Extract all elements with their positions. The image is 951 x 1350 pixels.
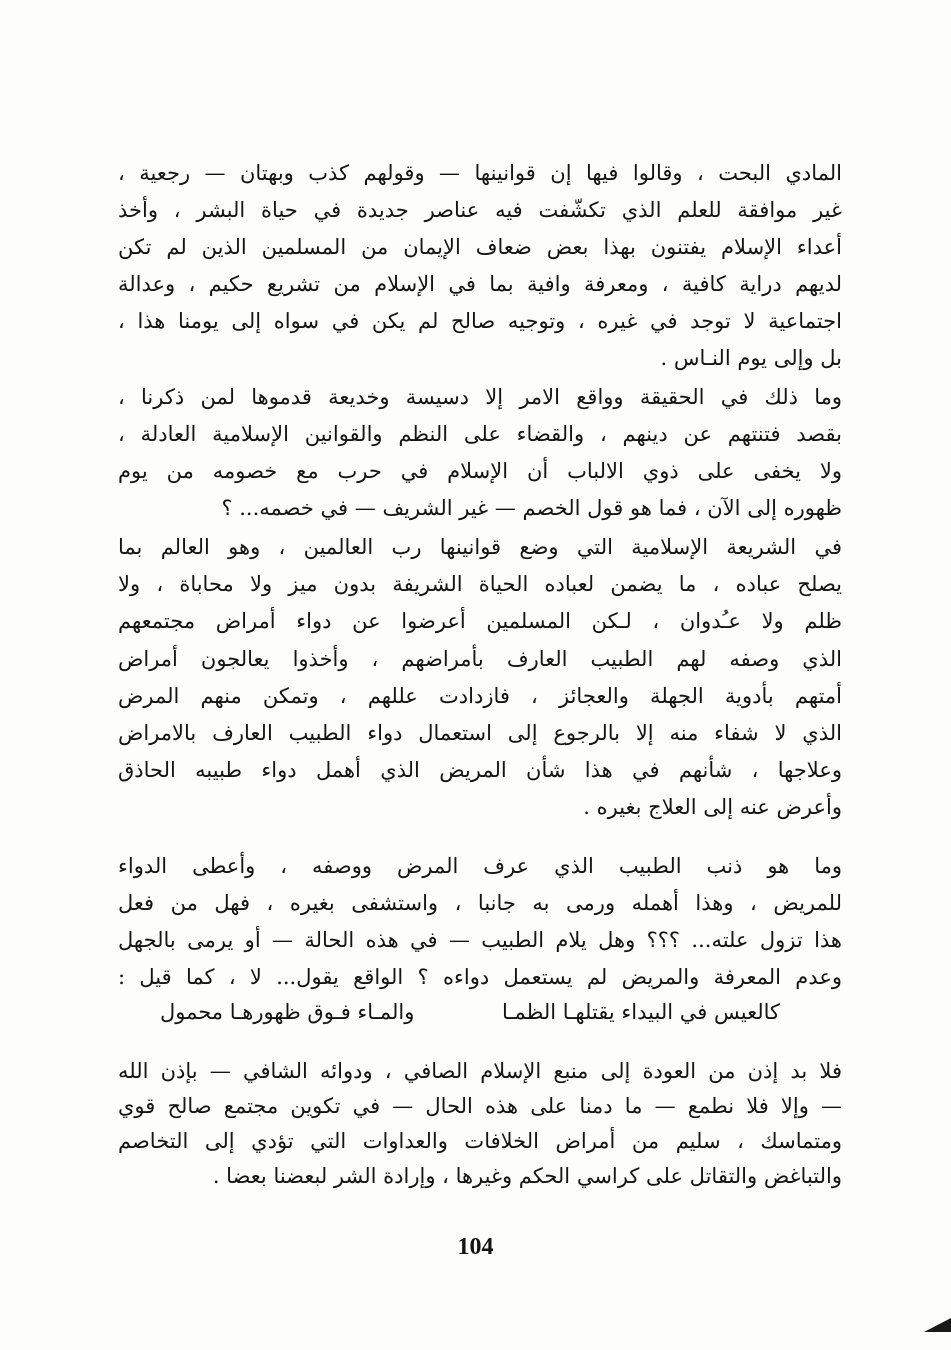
text-line: ظهوره إلى الآن ، فما هو قول الخصم — غير الشريف — في خصمه... ؟ [221,496,842,520]
page-number: 104 [457,1234,494,1260]
page-corner-mark [924,1318,951,1332]
verse-second-hemistich: والمـاء فـوق ظهورهـا محمول [160,1000,415,1024]
text-line: أعداء الإسلام يفتنون بهذا بعض ضعاف الإيمان من المسلمين الذين لم تكن [118,235,842,259]
text-line: بل وإلى يوم النـاس . [660,346,842,370]
paragraph-3 [118,529,842,827]
text-line: اجتماعية لا توجد في غيره ، وتوجيه صالح لم يكن في سواه إلى يومنا هذا ، [118,309,842,333]
text-line: في الشريعة الإسلامية التي وضع قوانينها رب العالمين ، وهو العالم بما [118,535,842,559]
text-line: لديهم دراية كافية ، ومعرفة وافية بما في الإسلام من تشريع حكيم ، وعدالة [118,272,842,296]
paragraph-4 [118,848,842,996]
text-line: الذي وصفه لهم الطبيب العارف بأمراضهم ، وأخذوا يعالجون أمراض [118,646,842,671]
text-line: الذي لا شفاء منه إلا بالرجوع إلى استعمال دواء الطبيب العارف بالامراض [118,721,842,746]
text-line: وعدم المعرفة والمريض لم يستعمل دواءه ؟ الواقع يقول... لا ، كما قيل : [118,965,842,989]
text-line: وعلاجها ، شأنهم في هذا شأن المريض الذي أهمل دواء طبيبه الحاذق [118,758,842,783]
text-line: يصلح عباده ، ما يضمن لعباده الحياة الشريفة بدون ميز ولا محاباة ، ولا [118,572,842,597]
text-line: وما ذلك في الحقيقة وواقع الامر إلا دسيسة وخديعة قدموها لمن ذكرنا ، [118,385,842,409]
paragraph-1 [118,155,842,377]
text-line: — وإلا فلا نطمع — ما دمنا على هذه الحال — في تكوين مجتمع صالح قوي [118,1094,842,1118]
text-line: وأعرض عنه إلى العلاج بغيره . [583,795,842,820]
text-line: المادي البحت ، وقالوا فيها إن قوانينها — وقولهم كذب وبهتان — رجعية ، [118,161,842,185]
text-line: هذا تزول علته... ؟؟؟ وهل يلام الطبيب — في هذه الحالة — أو يرمى بالجهل [118,928,842,952]
text-line: أمتهم بأدوية الجهلة والعجائز ، فازدادت عللهم ، وتمكن منهم المرض [118,683,842,708]
text-line: ومتماسك ، سليم من أمراض الخلافات والعداوات التي تؤدي إلى التخاصم [118,1129,842,1153]
paragraph-2 [118,379,842,527]
text-line: والتباغض والتقاتل على كراسي الحكم وغيرها ، وإرادة الشر لبعضنا بعضا . [212,1164,842,1188]
text-line: وما هو ذنب الطبيب الذي عرف المرض ووصفه ، وأعطى الدواء [118,854,842,878]
paragraph-5 [118,1054,842,1194]
text-line: ولا يخفى على ذوي الالباب أن الإسلام في حرب مع خصومه من يوم [118,459,842,483]
text-line: غير موافقة للعلم الذي تكشّفت فيه عناصر جديدة في حياة البشر ، وأخذ [118,198,842,222]
text-line: بقصد فتنتهم عن دينهم ، والقضاء على النظم والقوانين الإسلامية العادلة ، [118,422,842,446]
text-line: ظلم ولا عـُدوان ، لـكن المسلمين أعرضوا عن دواء أمراض مجتمعهم [118,609,842,634]
text-line: فلا بد إذن من العودة إلى منبع الإسلام الصافي ، ودوائه الشافي — بإذن الله [118,1059,842,1083]
verse-first-hemistich: كالعيس في البيداء يقتلهـا الظمـا [501,1000,780,1024]
text-line: للمريض ، وهذا أهمله ورمى به جانبا ، واستشفى بغيره ، فهل من فعل [118,891,842,915]
